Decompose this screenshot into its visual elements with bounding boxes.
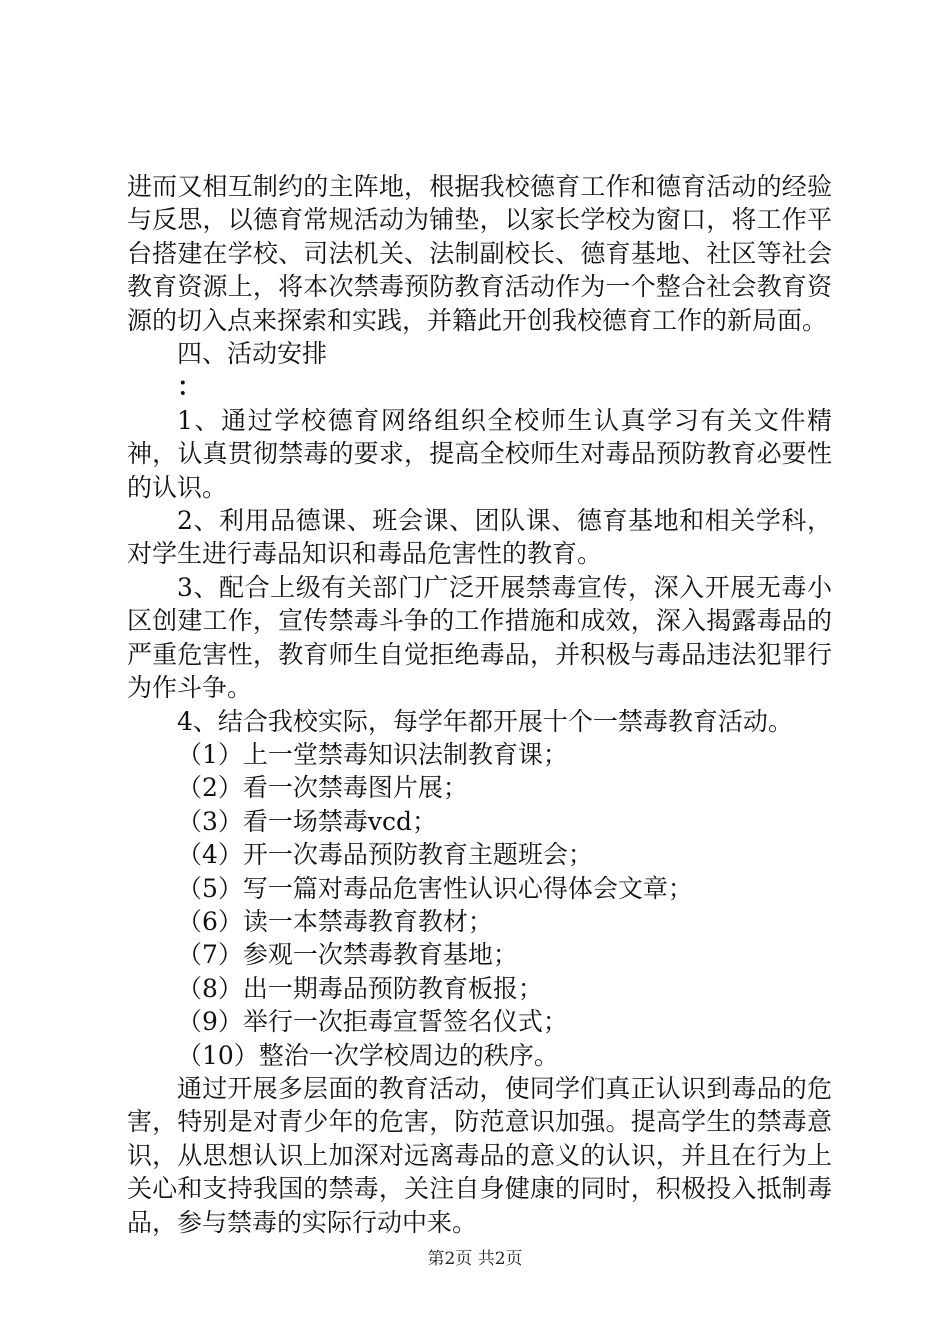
list-item: （5）写一篇对毒品危害性认识心得体会文章； (177, 873, 693, 903)
closing-paragraph: 通过开展多层面的教育活动，使同学们真正认识到毒品的危害，特别是对青少年的危害，防范意识加强。提高学生的禁毒意识，从思想认识上加深对远离毒品的意义的认识，并且在行为上关心和支持我国的禁毒，关注自身健康的同时，积极投入抵制毒品，参与禁毒的实际行动中来。 (127, 1073, 832, 1237)
list-item: （9）举行一次拒毒宣誓签名仪式； (177, 1007, 568, 1037)
list-item: （3）看一场禁毒vcd； (177, 806, 438, 836)
page-footer: 第2页 共2页 (427, 1249, 523, 1269)
activity-list (127, 738, 832, 1072)
list-item: （6）读一本禁毒教育教材； (177, 906, 493, 936)
arrangement-item-3: 3、配合上级有关部门广泛开展禁毒宣传，深入开展无毒小区创建工作，宣传禁毒斗争的工作措施和成效，深入揭露毒品的严重危害性，教育师生自觉拒绝毒品，并积极与毒品违法犯罪行为作斗争。 (127, 572, 832, 703)
list-item: （1）上一堂禁毒知识法制教育课； (177, 739, 568, 769)
document-body (127, 170, 832, 1239)
intro-paragraph: 进而又相互制约的主阵地，根据我校德育工作和德育活动的经验与反思，以德育常规活动为铺垫，以家长学校为窗口，将工作平台搭建在学校、司法机关、法制副校长、德育基地、社区等社会教育资源上，将本次禁毒预防教育活动作为一个整合社会教育资源的切入点来探索和实践，并籍此开创我校德育工作的新局面。 (127, 172, 832, 335)
list-item: （2）看一次禁毒图片展； (177, 773, 468, 803)
arrangement-item-1: 1、通过学校德育网络组织全校师生认真学习有关文件精神，认真贯彻禁毒的要求，提高全校师生对毒品预防教育必要性的认识。 (127, 405, 832, 502)
section-heading: 四、活动安排 (177, 339, 328, 369)
list-item: （4）开一次毒品预防教育主题班会； (177, 840, 593, 870)
arrangement-item-4: 4、结合我校实际，每学年都开展十个一禁毒教育活动。 (177, 706, 793, 736)
list-item: （8）出一期毒品预防教育板报； (177, 973, 543, 1003)
list-item: （7）参观一次禁毒教育基地； (177, 940, 518, 970)
colon-line: ： (177, 372, 203, 402)
arrangement-item-2: 2、利用品德课、班会课、团队课、德育基地和相关学科，对学生进行毒品知识和毒品危害性的教育。 (127, 506, 832, 569)
list-item: （10）整治一次学校周边的秩序。 (177, 1040, 559, 1070)
